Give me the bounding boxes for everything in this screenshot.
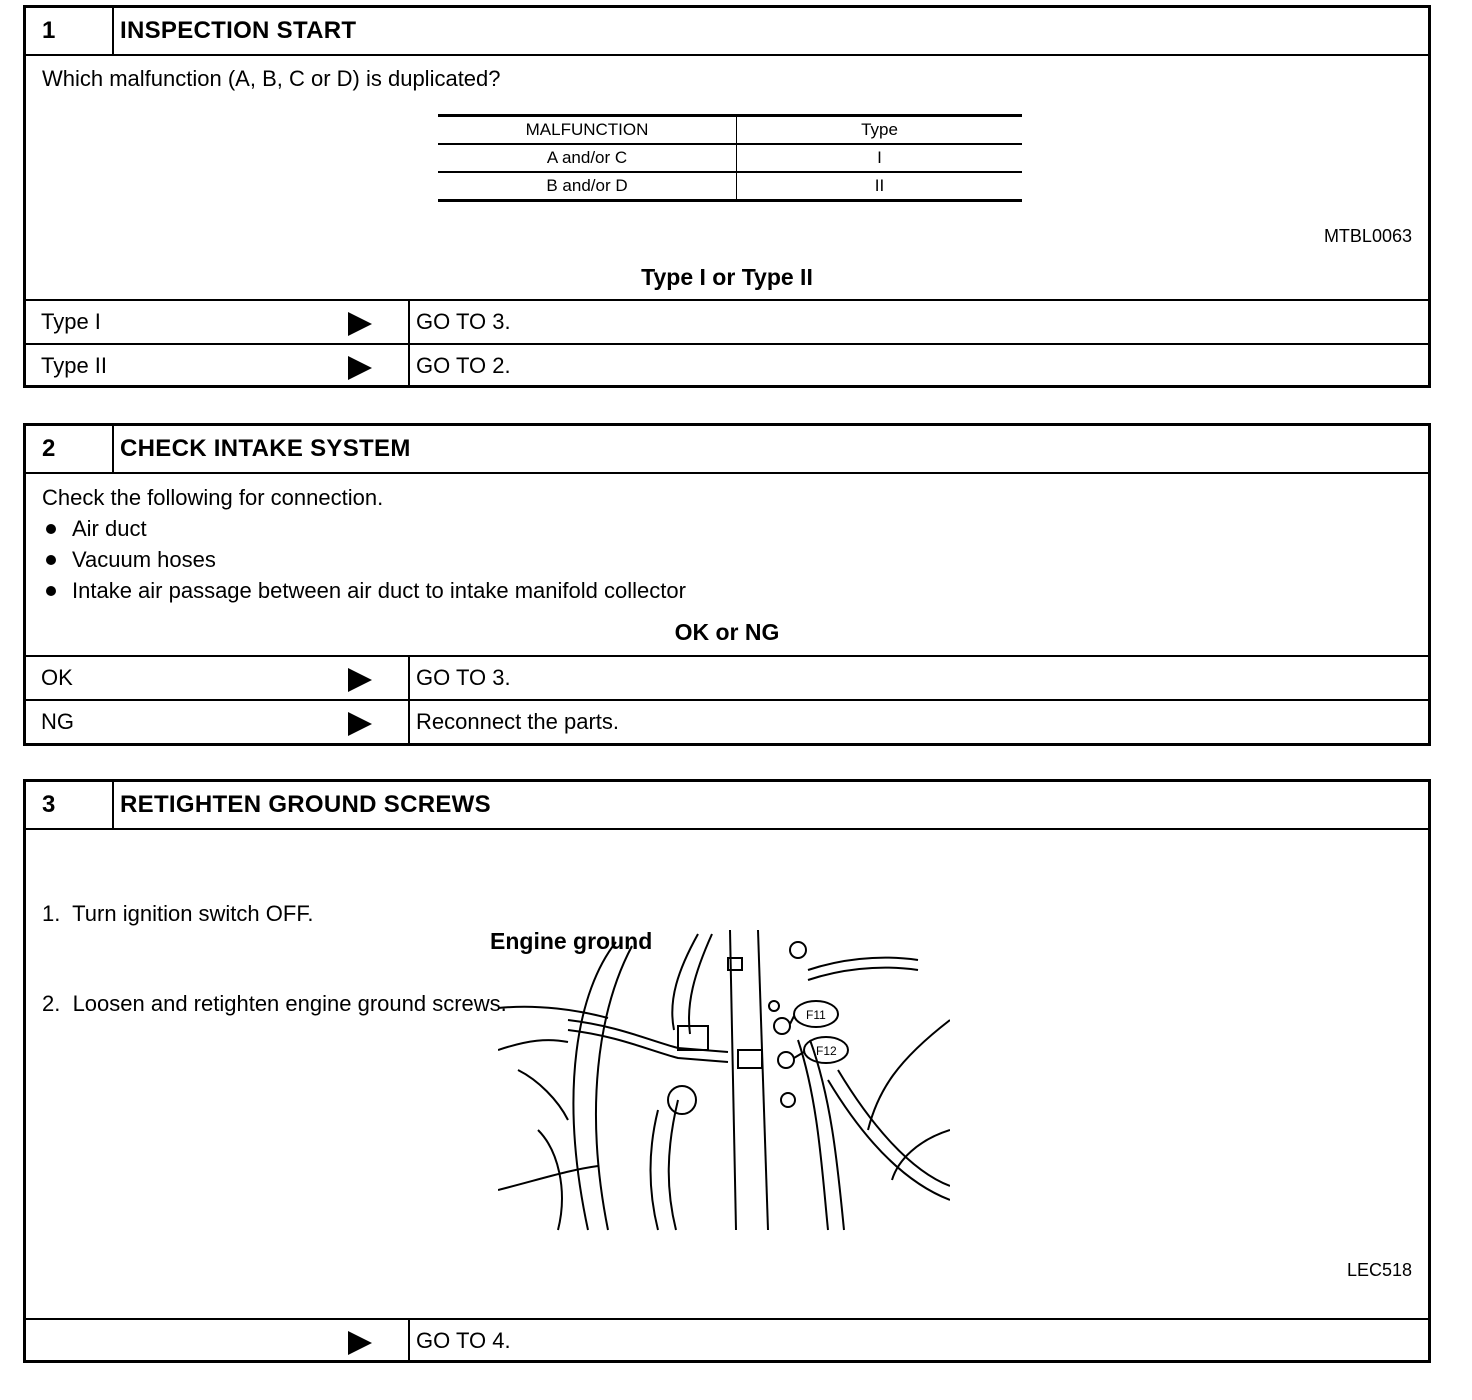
result-action: GO TO 4. (416, 1328, 511, 1353)
check-question: Type I or Type II (641, 264, 813, 290)
step-header (26, 8, 1428, 56)
list-item (42, 513, 686, 544)
result-action: GO TO 3. (416, 309, 511, 334)
procedure-step: 2. Loosen and retighten engine ground screws. (42, 991, 507, 1016)
step-title: CHECK INTAKE SYSTEM (120, 435, 411, 462)
question-text: Which malfunction (A, B, C or D) is duplicated? (42, 66, 501, 91)
table-header: Type (737, 116, 1023, 145)
step-title: RETIGHTEN GROUND SCREWS (120, 791, 491, 818)
table-cell: I (737, 144, 1023, 172)
check-question: OK or NG (674, 619, 780, 645)
arrow-right-icon (348, 668, 372, 692)
step-header (26, 782, 1428, 830)
procedure-step: 1. Turn ignition switch OFF. (42, 901, 314, 926)
table-cell: B and/or D (438, 172, 737, 201)
malfunction-table (438, 114, 1022, 202)
step-header (26, 426, 1428, 474)
intro-text: Check the following for connection. (42, 485, 384, 510)
table-code: MTBL0063 (1323, 226, 1412, 246)
table-cell: II (737, 172, 1023, 201)
result-row (26, 343, 1428, 387)
step-body (26, 56, 1428, 299)
step-body (26, 474, 1428, 655)
engine-ground-illustration (498, 930, 950, 1234)
arrow-right-icon (348, 356, 372, 380)
callout-label: F12 (816, 1044, 837, 1058)
result-row (26, 299, 1428, 343)
table-header: MALFUNCTION (438, 116, 737, 145)
step-1-panel (23, 5, 1431, 388)
bullet-text: Intake air passage between air duct to intake manifold collector (72, 578, 686, 603)
arrow-right-icon (348, 312, 372, 336)
result-label: Type II (41, 353, 108, 378)
bullet-text: Air duct (72, 516, 147, 541)
result-label: OK (41, 665, 73, 690)
list-item (42, 544, 686, 575)
step-2-panel (23, 423, 1431, 746)
result-action: GO TO 2. (416, 353, 511, 378)
bullet-icon (46, 524, 56, 534)
result-row (26, 1318, 1428, 1362)
result-row (26, 699, 1428, 743)
table-row (438, 172, 1022, 201)
arrow-right-icon (348, 712, 372, 736)
result-row (26, 655, 1428, 699)
bullet-icon (46, 586, 56, 596)
result-label: NG (41, 709, 74, 734)
step-body (26, 830, 1428, 1318)
step-title: INSPECTION START (120, 17, 357, 44)
result-action: Reconnect the parts. (416, 709, 620, 734)
step-3-panel (23, 779, 1431, 1363)
step-number: 3 (26, 782, 114, 828)
list-item (42, 575, 686, 606)
callout-label: F11 (806, 1008, 826, 1022)
table-cell: A and/or C (438, 144, 737, 172)
arrow-right-icon (348, 1331, 372, 1355)
bullet-icon (46, 555, 56, 565)
result-action: GO TO 3. (416, 665, 511, 690)
figure-code: LEC518 (1346, 1260, 1412, 1280)
step-number: 1 (26, 8, 114, 54)
bullet-text: Vacuum hoses (72, 547, 216, 572)
figure-caption: Engine ground (490, 928, 653, 954)
table-row (438, 144, 1022, 172)
result-label: Type I (41, 309, 101, 334)
step-number: 2 (26, 426, 114, 472)
